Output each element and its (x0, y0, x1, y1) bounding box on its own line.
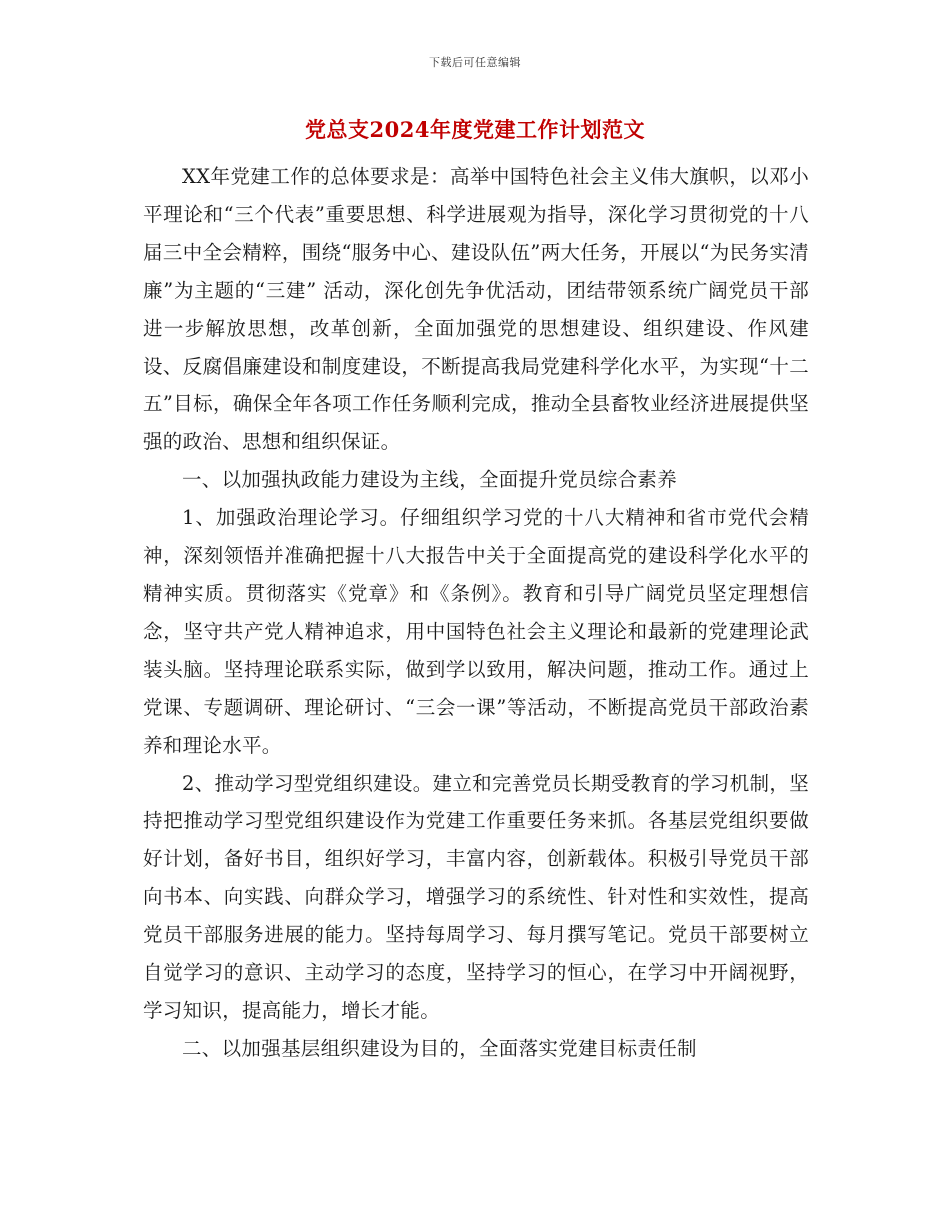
paragraph-item-2: 2、推动学习型党组织建设。建立和完善党员长期受教育的学习机制，坚持把推动学习型党组织建设作为党建工作重要任务来抓。各基层党组织要做好计划，备好书目，组织好学习，丰富内容，创新载体。积极引导党员干部向书本、向实践、向群众学习，增强学习的系统性、针对性和实效性，提高党员干部服务进展的能力。坚持每周学习、每月撰写笔记。党员干部要树立自觉学习的意识、主动学习的态度，坚持学习的恒心，在学习中开阔视野，学习知识，提高能力，增长才能。 (143, 771, 809, 1022)
section-heading-2: 二、以加强基层组织建设为目的，全面落实党建目标责任制 (182, 1036, 697, 1060)
paragraph-intro: XX年党建工作的总体要求是：高举中国特色社会主义伟大旗帜，以邓小平理论和“三个代表”重要思想、科学进展观为指导，深化学习贯彻党的十八届三中全会精粹，围绕“服务中心、建设队伍”两大任务，开展以“为民务实清廉”为主题的“三建” 活动，深化创先争优活动，团结带领系统广阔党员干部进一步解放思想，改革创新，全面加强党的思想建设、组织建设、作风建设、反腐倡廉建设和制度建设，不断提高我局党建科学化水平，为实现“十二五”目标，确保全年各项工作任务顺利完成，推动全县畜牧业经济进展提供坚强的政治、思想和组织保证。 (143, 165, 809, 454)
paragraph-item-1: 1、加强政治理论学习。仔细组织学习党的十八大精神和省市党代会精神，深刻领悟并准确把握十八大报告中关于全面提高党的建设科学化水平的精神实质。贯彻落实《党章》和《条例》。教育和引导广阔党员坚定理想信念，坚守共产党人精神追求，用中国特色社会主义理论和最新的党建理论武装头脑。坚持理论联系实际，做到学以致用，解决问题，推动工作。通过上党课、专题调研、理论研讨、“三会一课”等活动，不断提高党员干部政治素养和理论水平。 (143, 506, 809, 757)
document-title: 党总支2024年度党建工作计划范文 (305, 117, 645, 142)
header-note: 下载后可任意编辑 (429, 56, 521, 69)
document-body (143, 158, 809, 1068)
section-heading-1: 一、以加强执政能力建设为主线，全面提升党员综合素养 (182, 468, 678, 492)
